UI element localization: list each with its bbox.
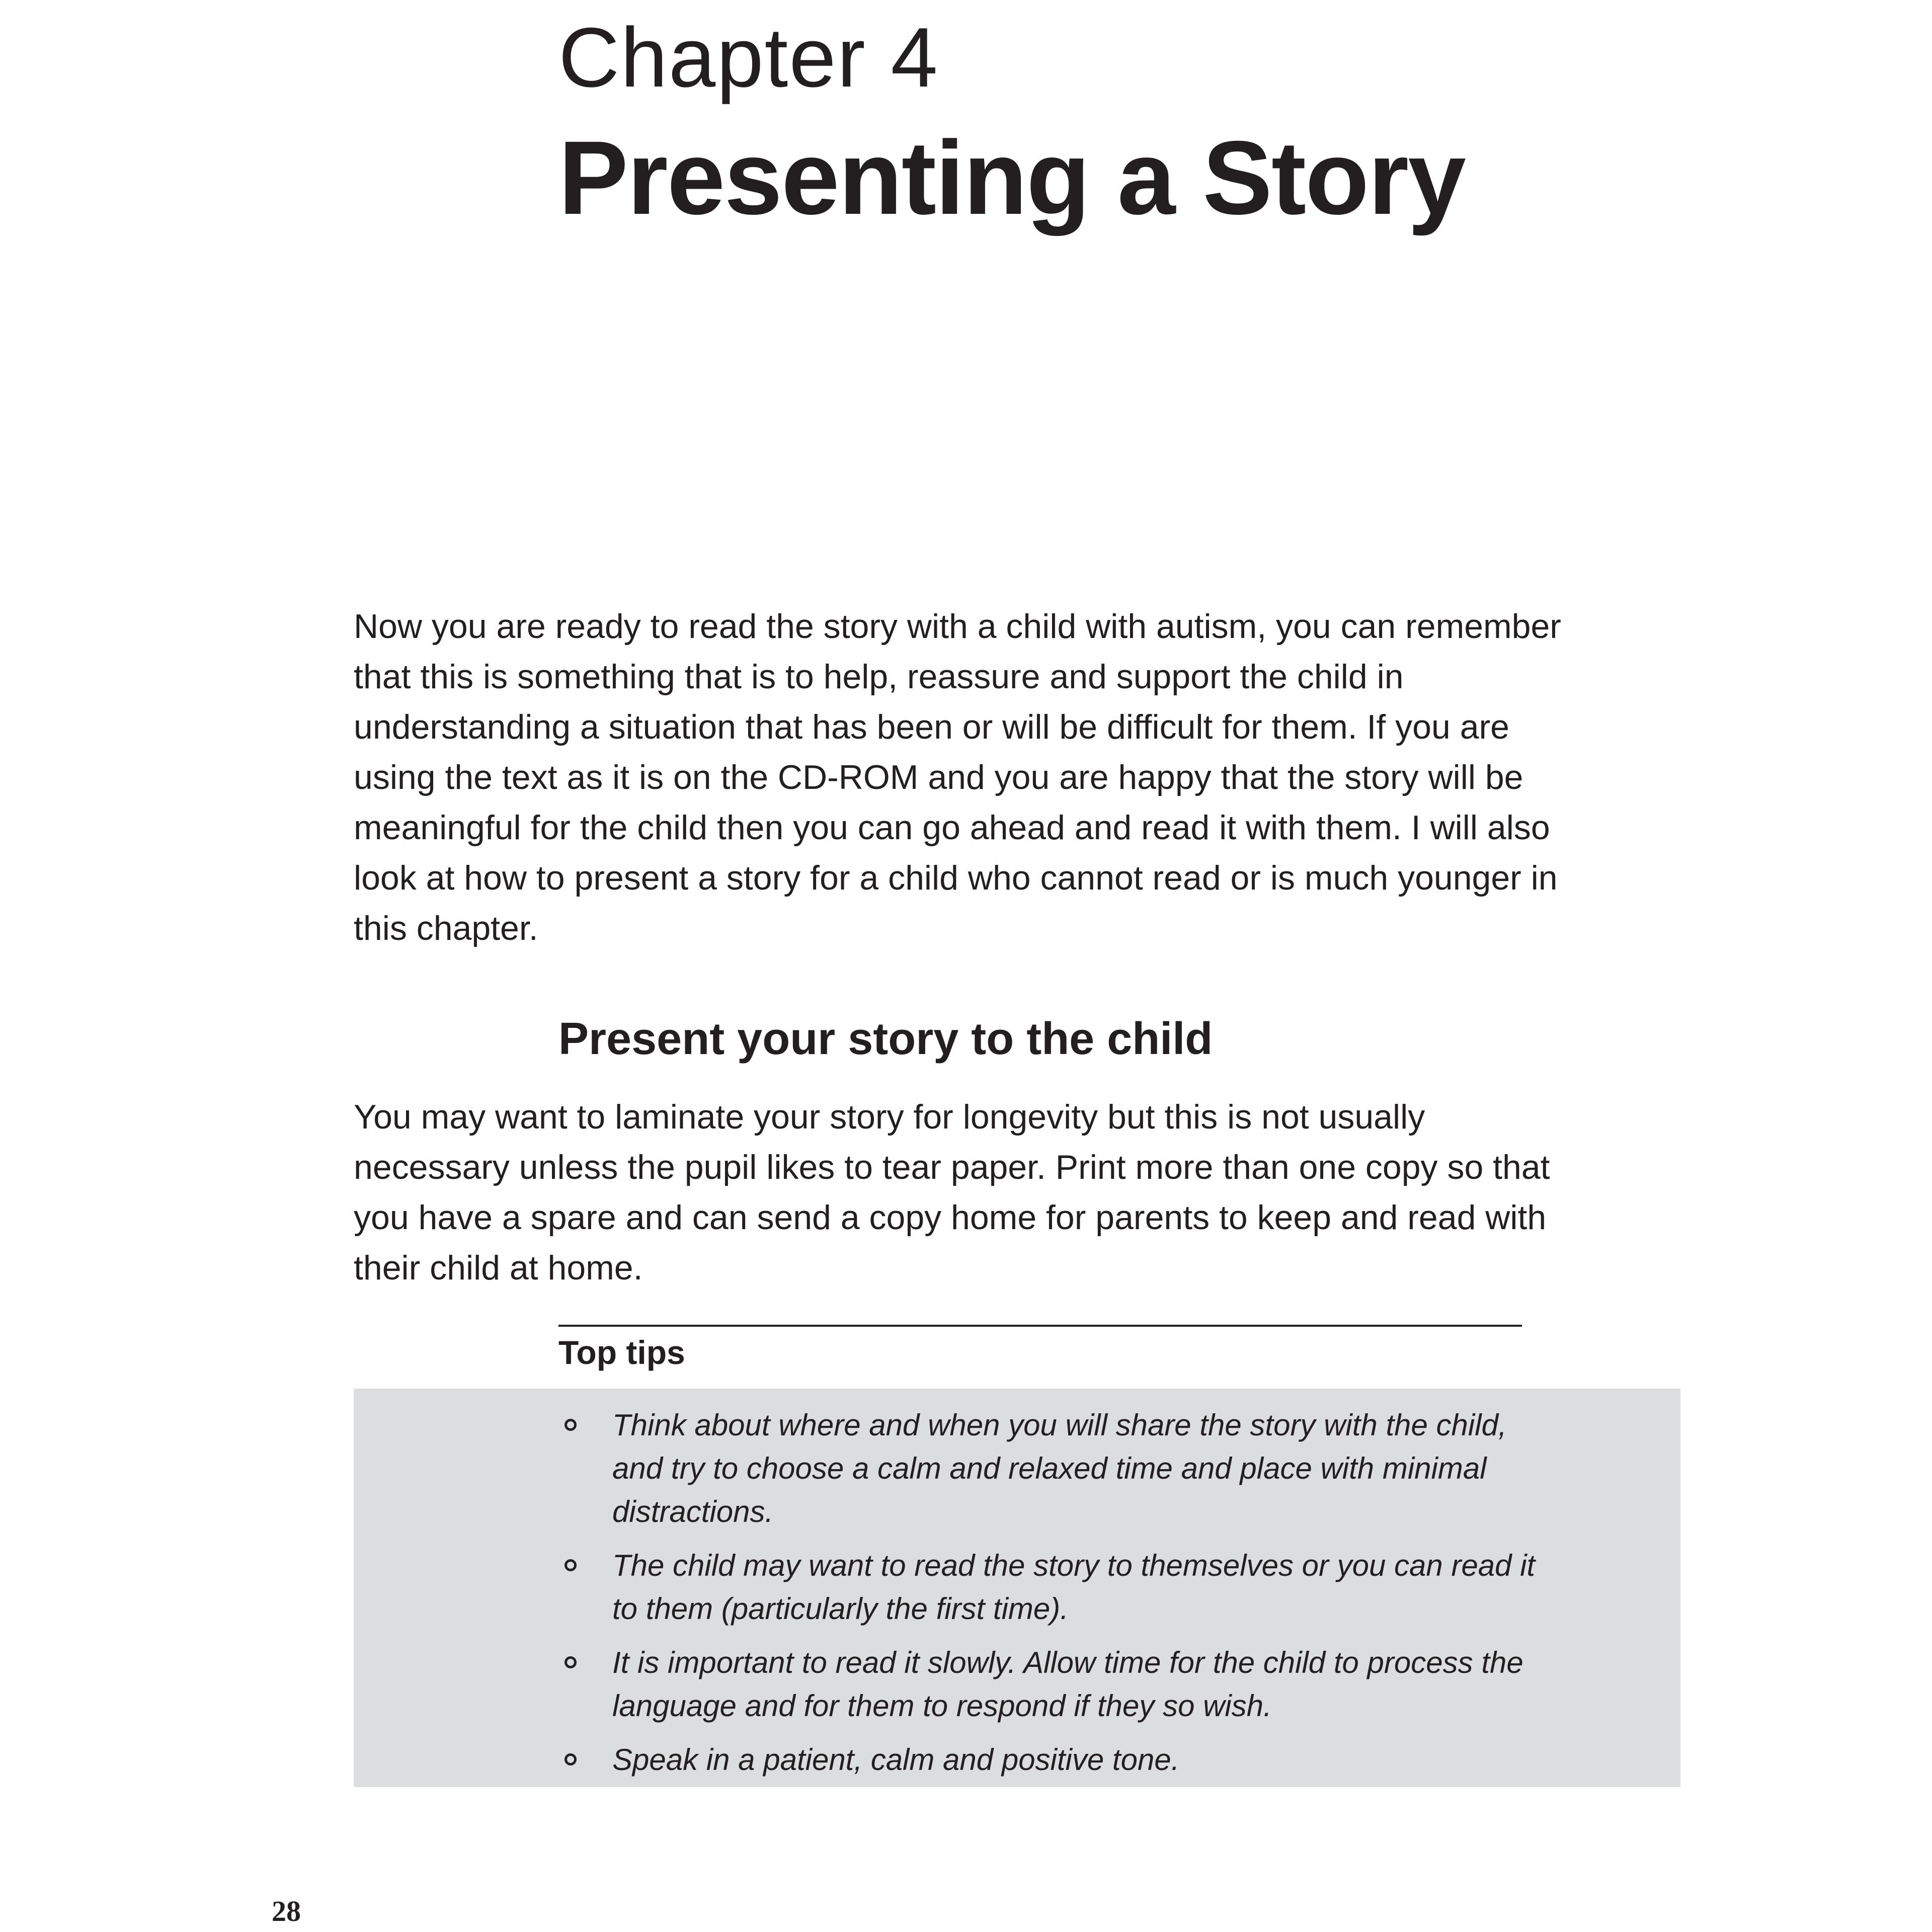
tip-text: The child may want to read the story to themselves or you can read it to them (particularly the first time).: [612, 1549, 1536, 1626]
circle-bullet-icon: [565, 1559, 577, 1571]
section-paragraph: You may want to laminate your story for longevity but this is not usually necessary unless the pupil likes to tear paper. Print more than one copy so that you have a spare and can send a copy home for parents to keep and read with their child at home.: [354, 1098, 1550, 1287]
circle-bullet-icon: [565, 1656, 577, 1668]
chapter-label: Chapter 4: [558, 10, 939, 105]
chapter-title: Presenting a Story: [558, 120, 1465, 236]
list-item: [558, 1738, 1545, 1782]
list-item: [558, 1404, 1545, 1534]
tip-text: Think about where and when you will share the story with the child, and try to choose a calm and relaxed time and place with minimal distractions.: [612, 1408, 1507, 1528]
circle-bullet-icon: [565, 1753, 577, 1765]
intro-paragraph: Now you are ready to read the story with a child with autism, you can remember that this is something that is to help, reassure and support the child in understanding a situation that has been or will be difficult for them. If you are using the text as it is on the CD-ROM and you are happy that the story will be meaningful for the child then you can go ahead and read it with them. I will also look at how to present a story for a child who cannot read or is much younger in this chapter.: [354, 607, 1561, 947]
tips-heading: Top tips: [558, 1334, 685, 1371]
tips-list: [558, 1404, 1545, 1792]
list-item: [558, 1544, 1545, 1631]
list-item: [558, 1641, 1545, 1728]
tips-divider: [558, 1325, 1522, 1327]
circle-bullet-icon: [565, 1419, 577, 1431]
section-heading: Present your story to the child: [558, 1014, 1213, 1064]
page-number: 28: [272, 1895, 301, 1927]
tip-text: It is important to read it slowly. Allow time for the child to process the language and for them to respond if they so wish.: [612, 1646, 1523, 1723]
tip-text: Speak in a patient, calm and positive tone.: [612, 1743, 1180, 1777]
